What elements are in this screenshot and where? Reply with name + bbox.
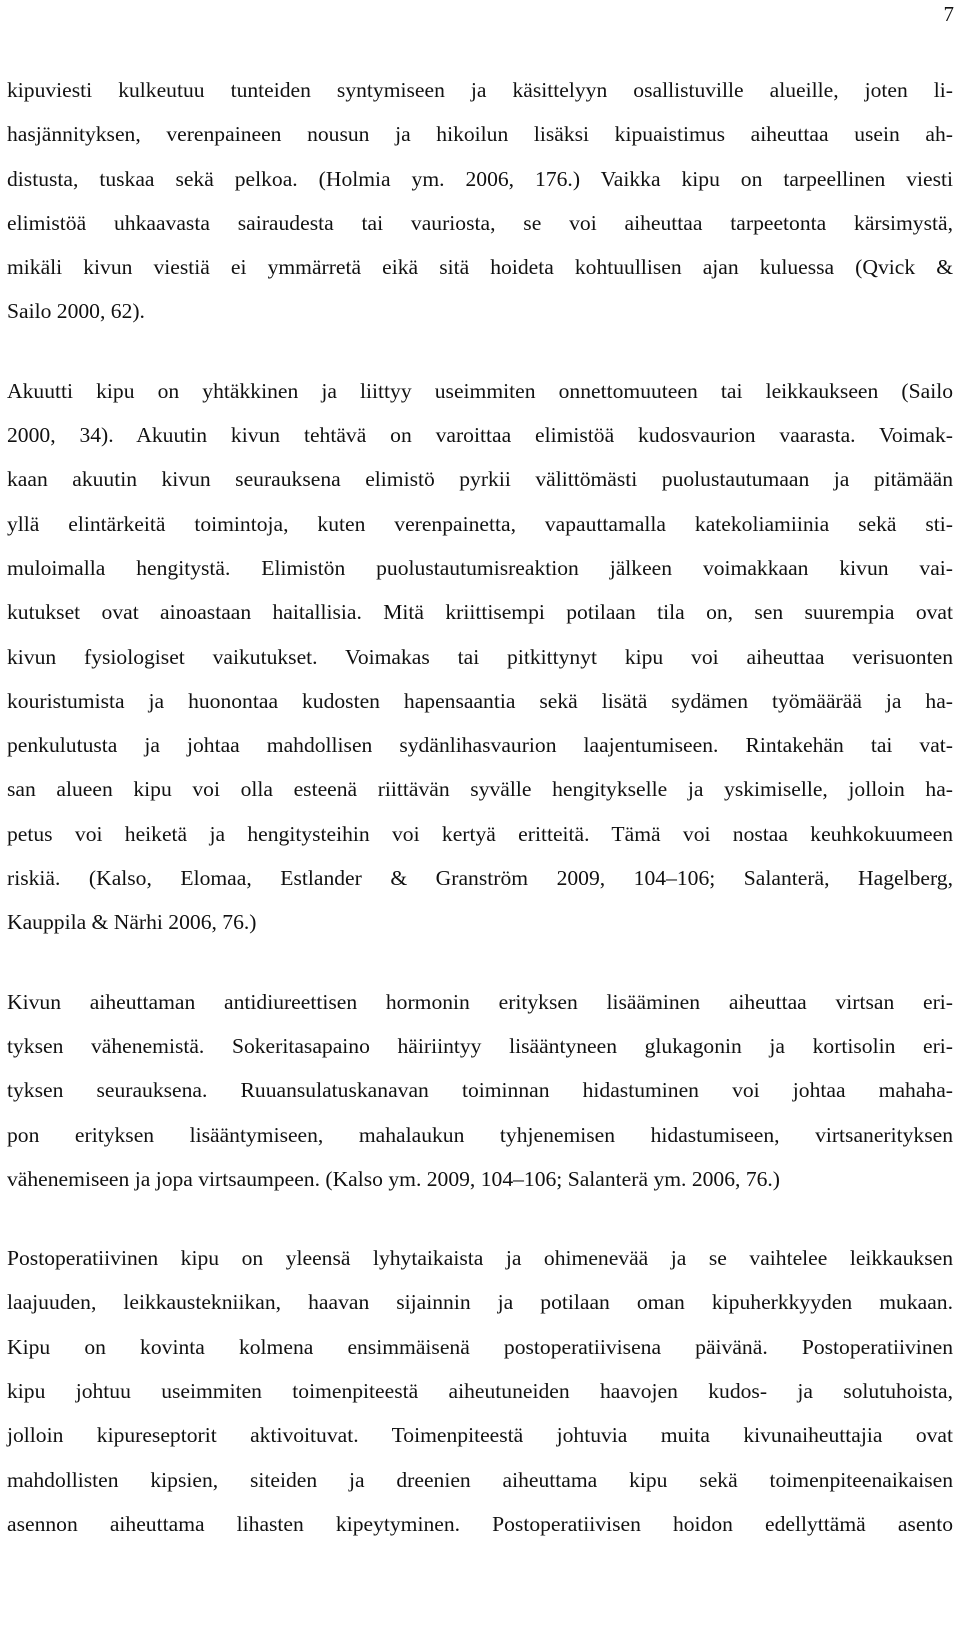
text-line: kutukset ovat ainoastaan haitallisia. Mitä kriittisempi potilaan tila on, sen suurempia ovat	[7, 600, 953, 625]
text-line: tyksen vähenemistä. Sokeritasapaino häiriintyy lisääntyneen glukagonin ja kortisolin eri-	[7, 1033, 953, 1058]
text-line: kaan akuutin kivun seurauksena elimistö pyrkii välittömästi puolustautumaan ja pitämään	[7, 467, 953, 492]
text-line: vähenemiseen ja jopa virtsaumpeen. (Kalso ym. 2009, 104–106; Salanterä ym. 2006, 76.)	[7, 1166, 780, 1191]
text-line: elimistöä uhkaavasta sairaudesta tai vauriosta, se voi aiheuttaa tarpeetonta kärsimystä,	[7, 210, 953, 235]
text-line: mikäli kivun viestiä ei ymmärretä eikä sitä hoideta kohtuullisen ajan kuluessa (Qvick &	[7, 255, 953, 280]
paragraph-1	[7, 68, 953, 334]
text-line: muloimalla hengitystä. Elimistön puolustautumisreaktion jälkeen voimakkaan kivun vai-	[7, 555, 953, 580]
text-line: Kipu on kovinta kolmena ensimmäisenä postoperatiivisena päivänä. Postoperatiivinen	[7, 1334, 953, 1359]
paragraph-3	[7, 980, 953, 1201]
text-line: tyksen seurauksena. Ruuansulatuskanavan toiminnan hidastuminen voi johtaa mahaha-	[7, 1078, 953, 1103]
text-line: hasjännityksen, verenpaineen nousun ja hikoilun lisäksi kipuaistimus aiheuttaa usein ah-	[7, 122, 953, 147]
page-number: 7	[943, 2, 954, 26]
paragraph-2	[7, 369, 953, 945]
document-body	[7, 68, 953, 1546]
text-line: kivun fysiologiset vaikutukset. Voimakas tai pitkittynyt kipu voi aiheuttaa verisuonten	[7, 644, 953, 669]
text-line: yllä elintärkeitä toimintoja, kuten verenpainetta, vapauttamalla katekoliamiinia sekä sti-	[7, 511, 953, 536]
text-line: kipu johtuu useimmiten toimenpiteestä aiheutuneiden haavojen kudos- ja solutuhoista,	[7, 1379, 953, 1404]
text-line: Kauppila & Närhi 2006, 76.)	[7, 910, 257, 935]
text-line: kipuviesti kulkeutuu tunteiden syntymiseen ja käsittelyyn osallistuville alueille, joten li-	[7, 78, 953, 102]
text-line: kouristumista ja huonontaa kudosten hapensaantia sekä lisätä sydämen työmäärää ja ha-	[7, 688, 953, 713]
text-line: penkulutusta ja johtaa mahdollisen sydänlihasvaurion laajentumiseen. Rintakehän tai vat-	[7, 733, 953, 758]
text-line: pon erityksen lisääntymiseen, mahalaukun tyhjenemisen hidastumiseen, virtsanerityksen	[7, 1122, 953, 1147]
text-line: Kivun aiheuttaman antidiureettisen hormonin erityksen lisääminen aiheuttaa virtsan eri-	[7, 989, 953, 1014]
text-line: riskiä. (Kalso, Elomaa, Estlander & Granström 2009, 104–106; Salanterä, Hagelberg,	[7, 866, 953, 891]
text-line: petus voi heiketä ja hengitysteihin voi kertyä eritteitä. Tämä voi nostaa keuhkokuumeen	[7, 821, 953, 846]
text-line: 2000, 34). Akuutin kivun tehtävä on varoittaa elimistöä kudosvaurion vaarasta. Voimak-	[7, 423, 953, 448]
paragraph-4	[7, 1236, 953, 1546]
text-line: mahdollisten kipsien, siteiden ja dreenien aiheuttama kipu sekä toimenpiteenaikaisen	[7, 1467, 953, 1492]
text-line: distusta, tuskaa sekä pelkoa. (Holmia ym. 2006, 176.) Vaikka kipu on tarpeellinen viesti	[7, 166, 953, 191]
text-line: san alueen kipu voi olla esteenä riittävän syvälle hengitykselle ja yskimiselle, jolloin ha-	[7, 777, 953, 802]
text-line: Postoperatiivinen kipu on yleensä lyhytaikaista ja ohimenevää ja se vaihtelee leikkauksen	[7, 1246, 953, 1271]
text-line: jolloin kipureseptorit aktivoituvat. Toimenpiteestä johtuvia muita kivunaiheuttajia ovat	[7, 1423, 953, 1448]
text-line: laajuuden, leikkaustekniikan, haavan sijainnin ja potilaan oman kipuherkkyyden mukaan.	[7, 1290, 953, 1315]
text-line: Sailo 2000, 62).	[7, 299, 145, 324]
text-line: asennon aiheuttama lihasten kipeytyminen. Postoperatiivisen hoidon edellyttämä asento	[7, 1511, 953, 1536]
text-line: Akuutti kipu on yhtäkkinen ja liittyy useimmiten onnettomuuteen tai leikkaukseen (Sailo	[7, 378, 953, 403]
